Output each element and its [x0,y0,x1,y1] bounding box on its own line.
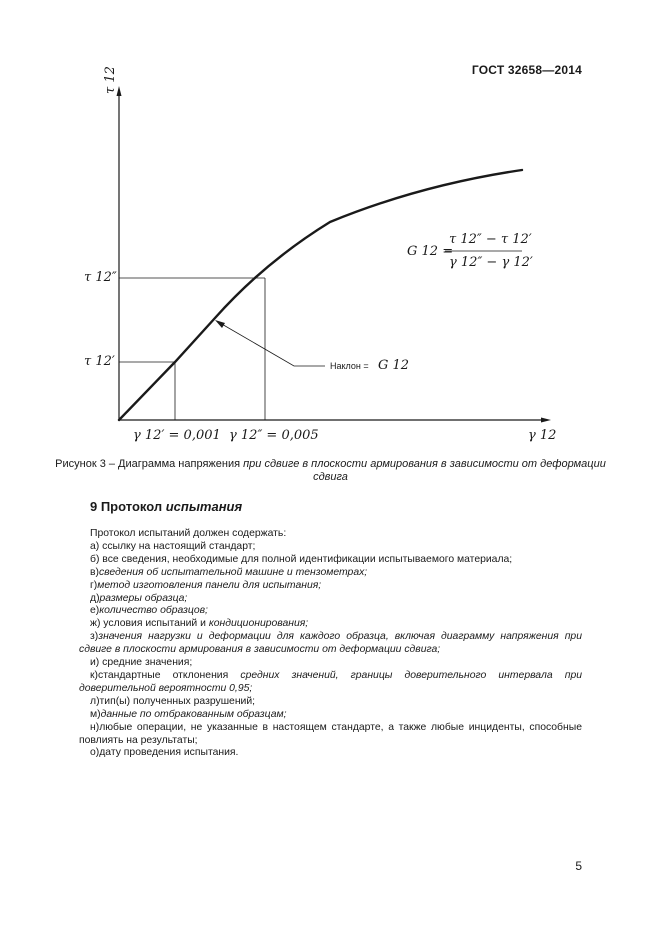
item-prefix: м) [90,708,101,720]
item-prefix: ж) условия испытаний и [90,618,209,630]
document-code: ГОСТ 32658—2014 [471,63,582,77]
list-item: и) средние значения; [90,657,193,669]
item-text: данные по отбракованным образцам; [100,708,287,720]
list-item [79,605,582,618]
list-item: б) все сведения, необходимые для полной идентификации испытываемого материала; [90,553,513,565]
list-item: н)любые операции, не указанные в настоящем стандарте, а также любые инциденты, способные повлиять на результаты; [79,721,582,746]
item-prefix: е) [90,605,100,617]
item-text: кондиционирования; [208,618,309,630]
item-prefix: г) [90,579,98,591]
item-text: средних значений, границы доверительного интервала при доверительной вероятности 0,95; [79,669,583,694]
item-text: метод изготовления панели для испытания; [97,579,322,591]
gamma2-tick-label: γ 12″ = 0,005 [229,428,319,443]
item-text: размеры образца; [99,592,188,604]
gamma1-tick-label: γ 12′ = 0,001 [133,428,221,443]
x-axis-arrow [541,418,551,423]
tau2-tick-label: τ 12″ [84,270,117,285]
item-prefix: д) [90,592,100,604]
list-item [79,618,582,631]
list-item [79,580,582,593]
protocol-intro: Протокол испытаний должен содержать: [90,528,287,539]
figure-caption [55,458,606,484]
item-prefix: к)стандартные отклонения [90,669,241,681]
caption-prefix: Рисунок 3 – Диаграмма напряжения [55,458,244,470]
section-title-italic: испытания [165,499,243,514]
protocol-list [79,528,582,760]
tau1-tick-label: τ 12′ [84,354,115,369]
section-heading [90,499,242,514]
list-item [79,670,582,696]
list-item [79,593,582,606]
list-item [79,567,582,580]
formula-denominator: γ 12″ − γ 12′ [449,255,533,270]
y-axis-label: τ 12 [103,66,118,94]
item-text: сведения об испытательной машине и тензометрах; [98,566,368,578]
leader-arrowhead [215,320,225,328]
section-number: 9 Протокол [90,499,166,514]
list-item [79,631,582,657]
list-item: л)тип(ы) полученных разрушений; [90,695,256,707]
slope-symbol: G 12 [378,358,410,373]
item-text: значения нагрузки и деформации для каждого образца, включая диаграмму напряжения при сдвиге в плоскости армирования в зависимости от деформации сдвига; [79,631,582,656]
caption-italic: при сдвиге в плоскости армирования в зависимости от деформации сдвига [243,458,606,483]
x-axis-label: γ 12 [528,428,557,443]
list-item: о)дату проведения испытания. [90,747,239,759]
item-prefix: в) [90,566,99,578]
item-text: количество образцов; [99,605,208,617]
slope-leader-line [220,323,325,366]
item-prefix: з) [90,631,99,643]
slope-note-label: Наклон = [330,361,369,371]
list-item: а) ссылку на настоящий стандарт; [90,540,256,552]
formula-numerator: τ 12″ − τ 12′ [449,232,532,247]
formula-lhs: G 12 = [407,244,454,259]
list-item [79,709,582,722]
stress-strain-curve [119,170,522,420]
page-number: 5 [575,859,582,873]
